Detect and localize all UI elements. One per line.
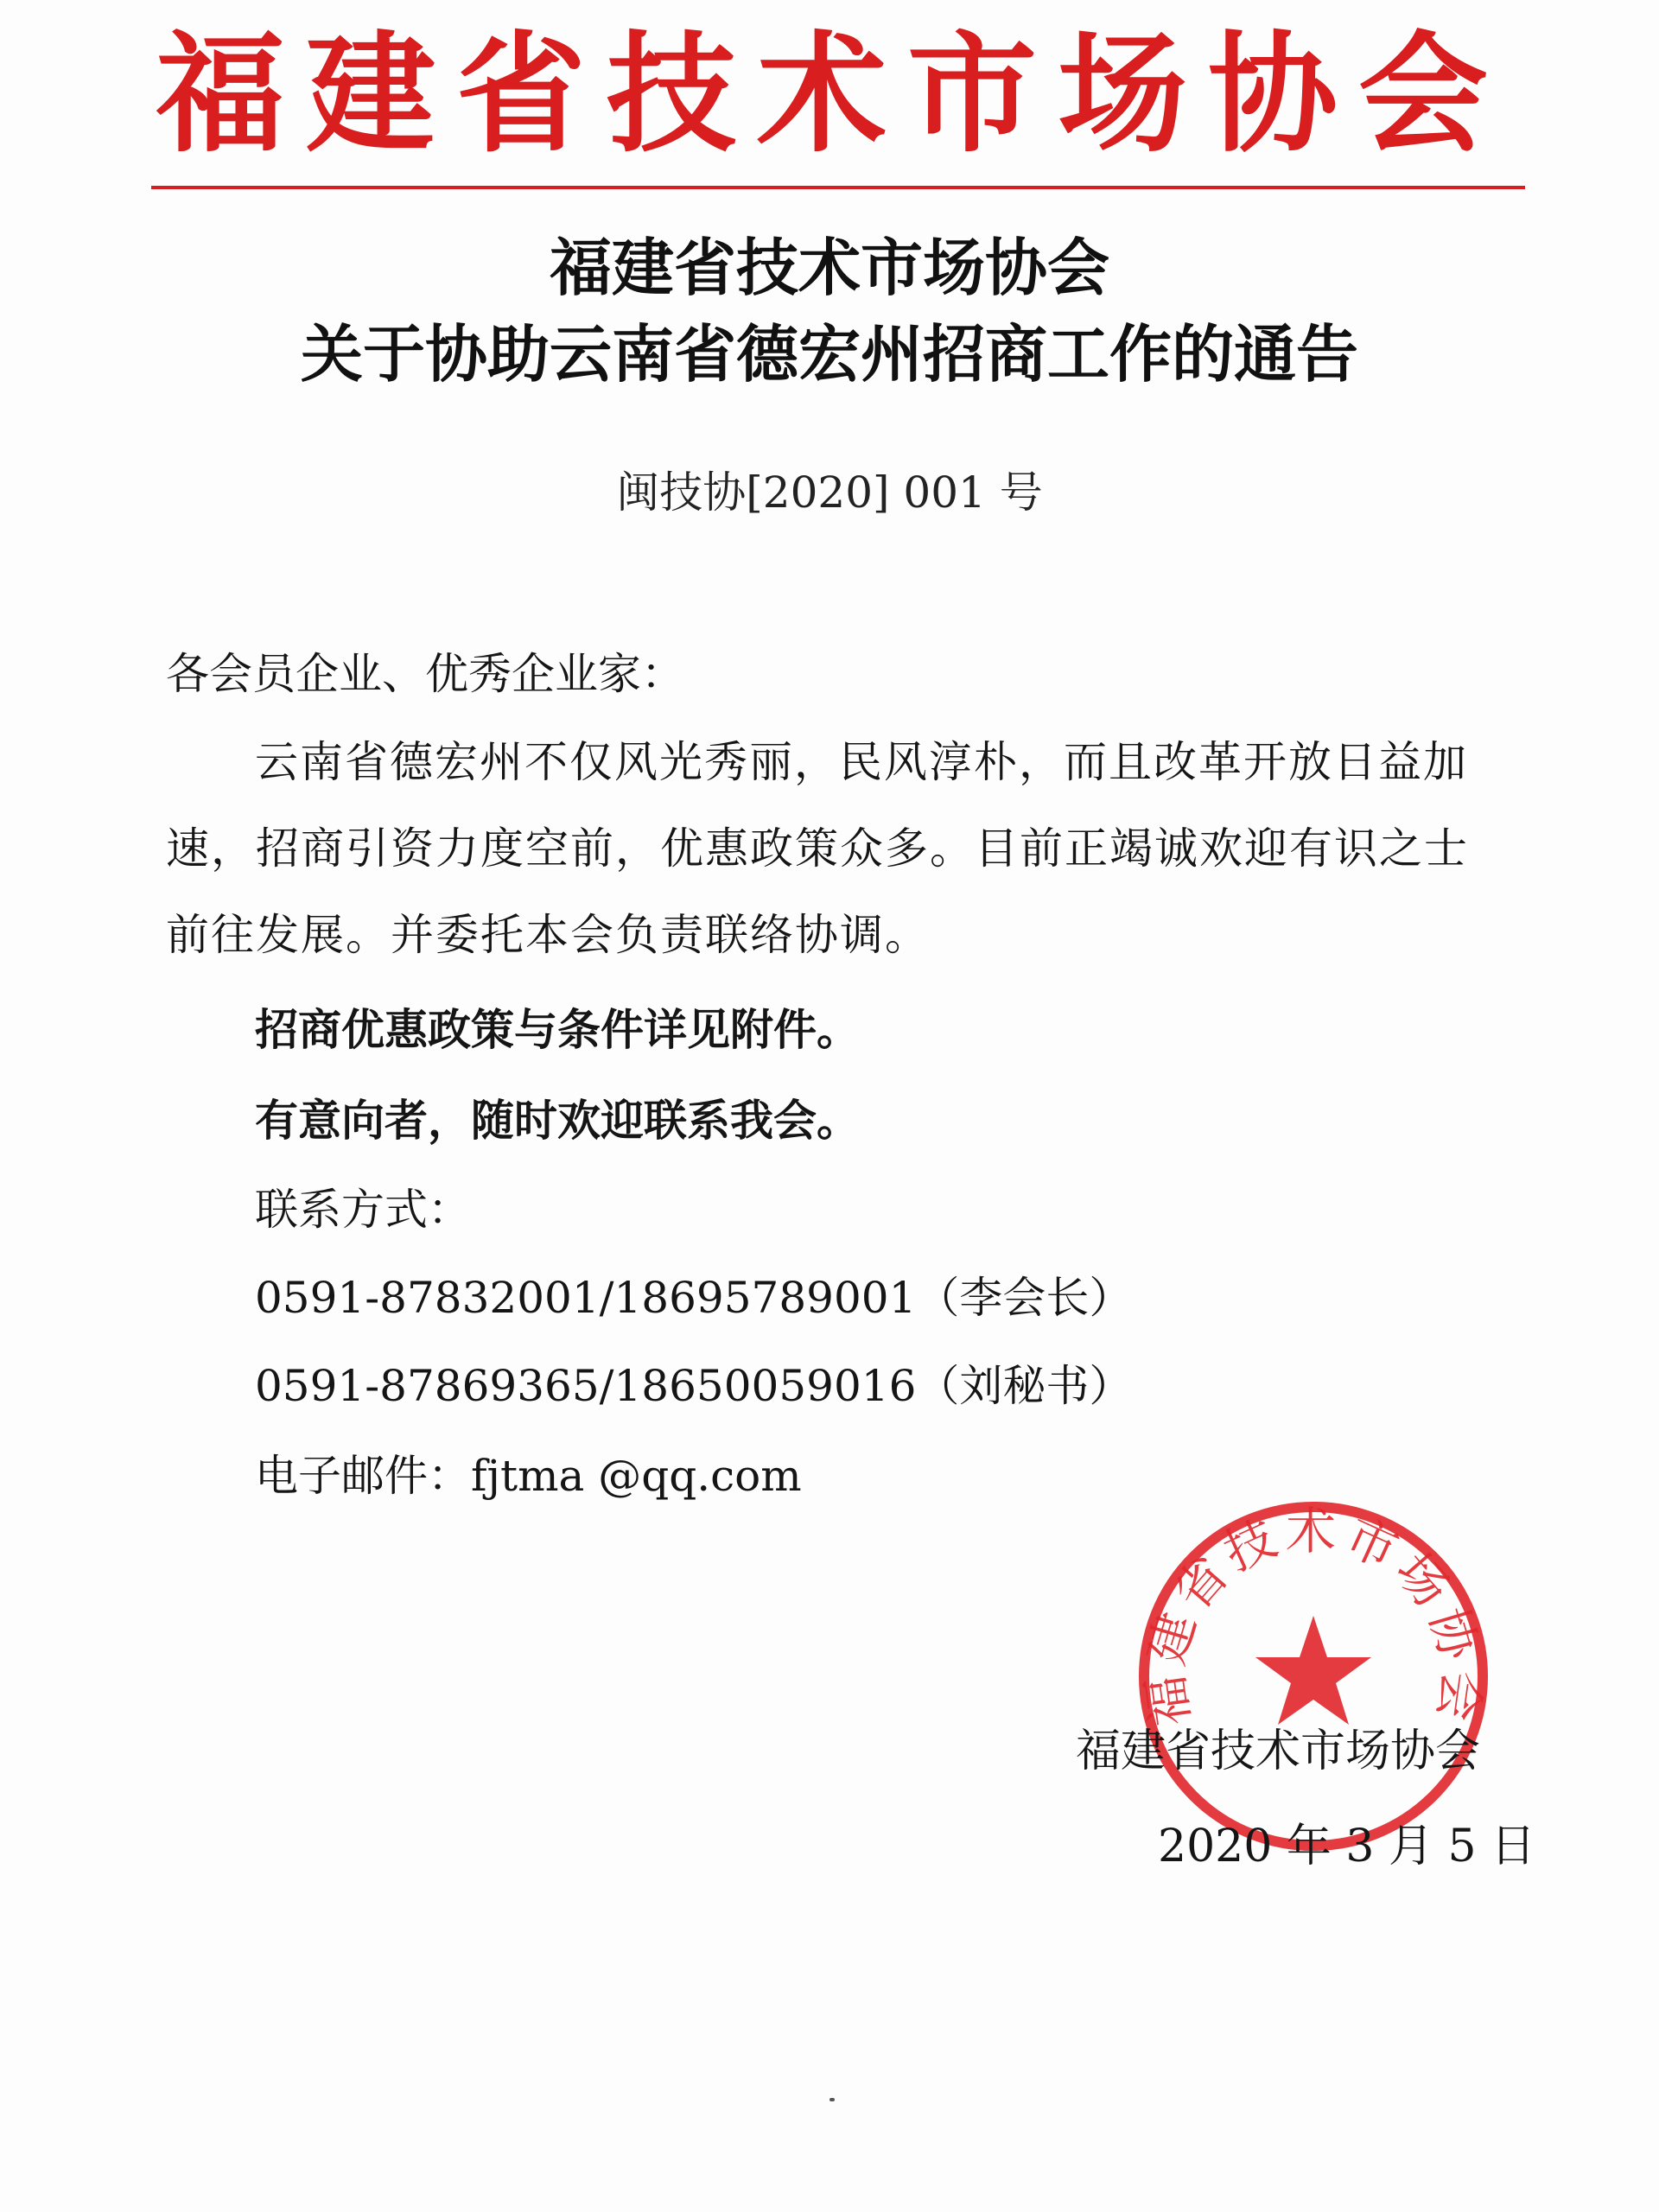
contact-invitation: 有意向者，随时欢迎联系我会。	[255, 1096, 860, 1146]
contact-phone: 0591-87832001/18695789001（李会长）	[255, 1273, 1133, 1323]
signoff-date: 2020 年 3 月 5 日	[1158, 1821, 1536, 1872]
letterhead-title: 福建省技术市场协会	[156, 20, 1510, 170]
paragraph-line: 云南省德宏州不仅风光秀丽，民风淳朴，而且改革开放日益加	[255, 737, 1468, 787]
official-seal	[1123, 1486, 1503, 1866]
paragraph-line: 速，招商引资力度空前，优惠政策众多。目前正竭诚欢迎有识之士	[166, 823, 1469, 874]
contact-phone: 0591-87869365/18650059016（刘秘书）	[255, 1361, 1133, 1411]
salutation: 各会员企业、优秀企业家：	[166, 649, 684, 699]
paragraph-line: 前往发展。并委托本会负责联络协调。	[166, 910, 930, 960]
star-icon	[1255, 1616, 1371, 1725]
contact-label: 联系方式：	[255, 1185, 471, 1235]
notice-title-line-2: 关于协助云南省德宏州招商工作的通告	[300, 318, 1358, 391]
seal-text: 福建省技术市场协会	[1135, 1502, 1492, 1730]
signoff-organization: 福建省技术市场协会	[1076, 1726, 1481, 1777]
scan-speck	[830, 2098, 835, 2101]
contact-email: 电子邮件：fjtma @qq.com	[255, 1451, 802, 1501]
document-number: 闽技协[2020] 001 号	[616, 467, 1043, 518]
notice-title-line-1: 福建省技术市场协会	[549, 232, 1109, 304]
policy-note: 招商优惠政策与条件详见附件。	[255, 1005, 860, 1055]
letterhead-rule	[151, 186, 1525, 189]
